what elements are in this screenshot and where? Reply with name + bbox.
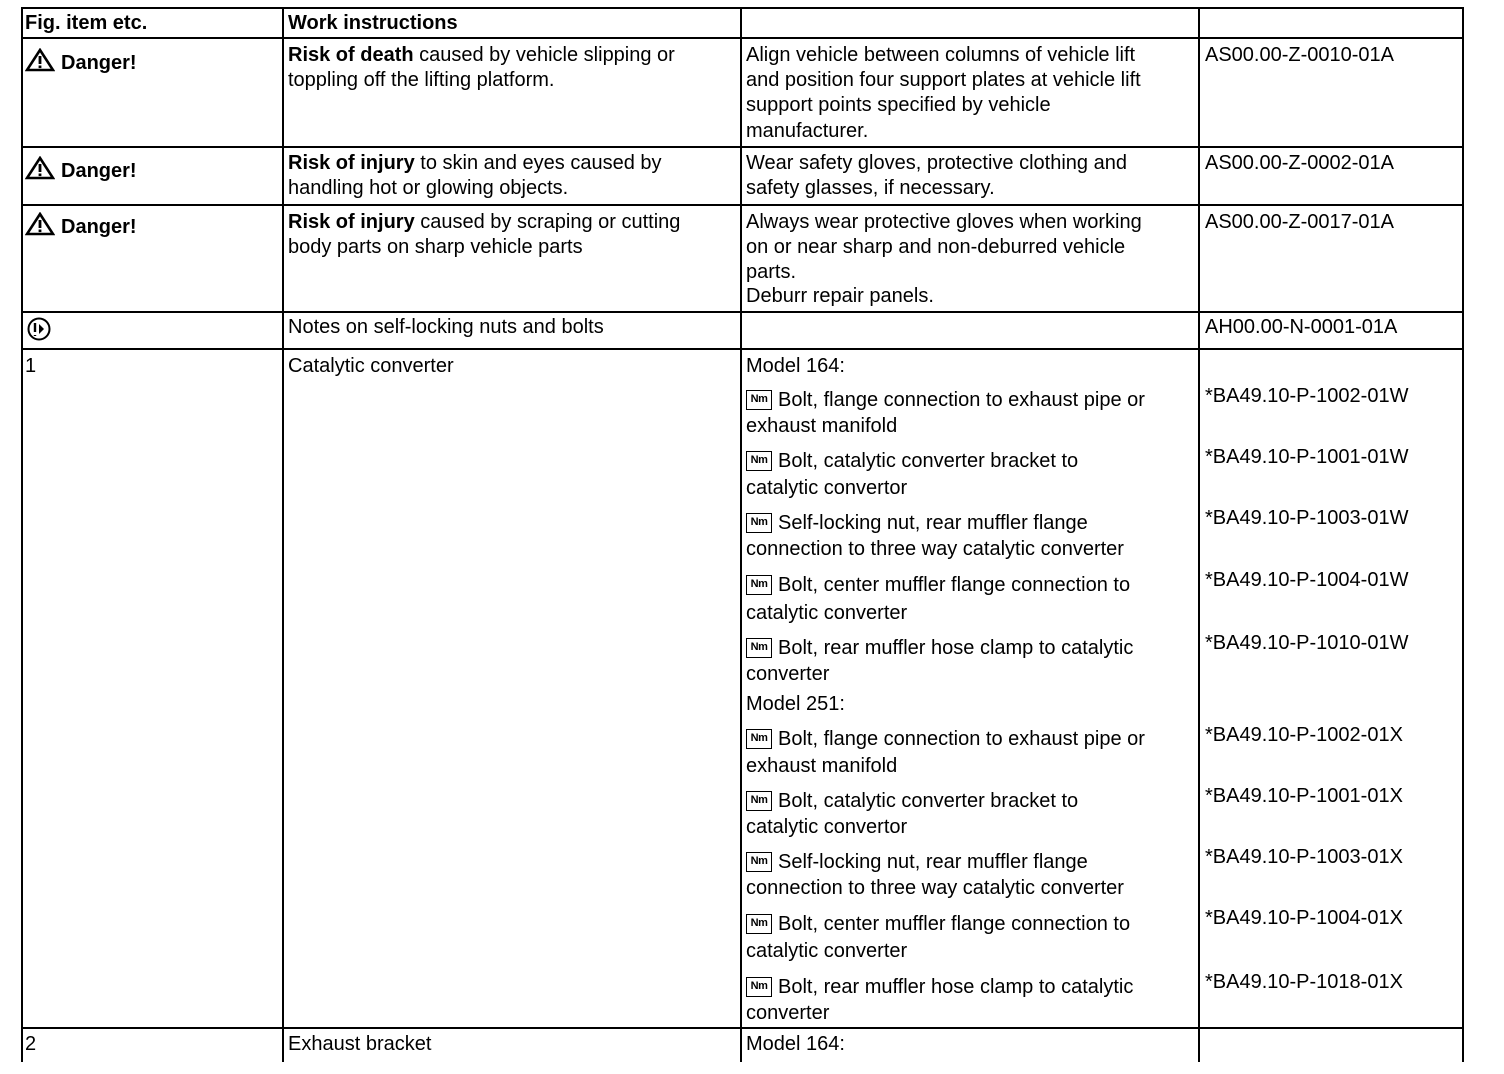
info-note-icon <box>25 317 53 341</box>
spec-text: Self-locking nut, rear muffler flange <box>778 512 1088 534</box>
document-ref-link[interactable]: AS00.00-Z-0017-01A <box>1205 211 1395 233</box>
item-number: 1 <box>25 355 37 377</box>
torque-nm-icon: Nm <box>746 914 772 934</box>
torque-nm-icon: Nm <box>746 513 772 533</box>
instruction-line: Wear safety gloves, protective clothing and <box>746 152 1127 174</box>
danger-label <box>25 156 137 184</box>
torque-spec-line <box>746 850 1088 875</box>
torque-nm-icon: Nm <box>746 791 772 811</box>
model-heading: Model 164: <box>746 355 845 377</box>
spec-text: Bolt, catalytic converter bracket to <box>778 450 1079 472</box>
spec-text: Bolt, flange connection to exhaust pipe or <box>778 389 1145 411</box>
instruction-line: manufacturer. <box>746 120 869 142</box>
row-divider <box>21 348 1464 350</box>
document-ref-link[interactable]: AH00.00-N-0001-01A <box>1205 316 1398 338</box>
torque-spec-line2: converter <box>746 1002 830 1024</box>
column-divider <box>21 7 23 1062</box>
instruction-line: Always wear protective gloves when working <box>746 211 1142 233</box>
instruction-line: and position four support plates at vehicle lift <box>746 69 1141 91</box>
torque-ref-link[interactable]: *BA49.10-P-1010-01W <box>1205 632 1409 654</box>
torque-spec-line <box>746 912 1130 937</box>
document-ref-link[interactable]: AS00.00-Z-0010-01A <box>1205 44 1395 66</box>
spec-text: Bolt, center muffler flange connection to <box>778 574 1131 596</box>
item-name: Catalytic converter <box>288 355 454 377</box>
column-divider <box>1462 7 1464 1062</box>
risk-title: Risk of injury <box>288 152 415 174</box>
instruction-line: on or near sharp and non-deburred vehicle <box>746 236 1126 258</box>
risk-description <box>288 210 680 235</box>
instruction-line: safety glasses, if necessary. <box>746 177 995 199</box>
torque-spec-line <box>746 789 1078 814</box>
risk-title: Risk of injury <box>288 211 415 233</box>
note-text: Notes on self-locking nuts and bolts <box>288 316 604 338</box>
danger-label <box>25 48 137 76</box>
torque-spec-line <box>746 511 1088 536</box>
risk-text: caused by scraping or cutting <box>414 211 681 233</box>
torque-ref-link[interactable]: *BA49.10-P-1018-01X <box>1205 971 1403 993</box>
warning-triangle-icon <box>25 48 55 72</box>
spec-text: Bolt, rear muffler hose clamp to catalytic <box>778 976 1134 998</box>
row-divider <box>21 37 1464 39</box>
spec-text: Bolt, center muffler flange connection to <box>778 913 1131 935</box>
danger-text: Danger! <box>61 160 137 182</box>
document-ref-link[interactable]: AS00.00-Z-0002-01A <box>1205 152 1395 174</box>
torque-spec-line2: exhaust manifold <box>746 415 898 437</box>
torque-nm-icon: Nm <box>746 977 772 997</box>
warning-triangle-icon <box>25 212 55 236</box>
item-number: 2 <box>25 1033 37 1055</box>
torque-ref-link[interactable]: *BA49.10-P-1004-01X <box>1205 907 1403 929</box>
header-work-instructions: Work instructions <box>288 12 458 34</box>
torque-spec-line2: catalytic converter <box>746 602 908 624</box>
torque-ref-link[interactable]: *BA49.10-P-1004-01W <box>1205 569 1409 591</box>
risk-text: caused by vehicle slipping or <box>413 44 675 66</box>
torque-ref-link[interactable]: *BA49.10-P-1001-01W <box>1205 446 1409 468</box>
risk-description-line2: body parts on sharp vehicle parts <box>288 236 583 258</box>
torque-spec-line <box>746 975 1133 1000</box>
model-heading: Model 164: <box>746 1033 845 1055</box>
danger-label <box>25 212 137 240</box>
risk-description <box>288 151 662 176</box>
torque-ref-link[interactable]: *BA49.10-P-1002-01W <box>1205 385 1409 407</box>
torque-spec-line2: connection to three way catalytic converter <box>746 538 1124 560</box>
instruction-line: parts. <box>746 261 797 283</box>
instruction-line: support points specified by vehicle <box>746 94 1051 116</box>
item-name: Exhaust bracket <box>288 1033 432 1055</box>
risk-description <box>288 43 675 68</box>
row-divider <box>21 311 1464 313</box>
spec-text: Bolt, rear muffler hose clamp to catalytic <box>778 637 1134 659</box>
header-fig-item: Fig. item etc. <box>25 12 148 34</box>
column-divider <box>282 7 284 1062</box>
spec-text: Bolt, flange connection to exhaust pipe or <box>778 728 1145 750</box>
row-divider <box>21 1027 1464 1029</box>
torque-ref-link[interactable]: *BA49.10-P-1001-01X <box>1205 785 1403 807</box>
torque-spec-line2: connection to three way catalytic converter <box>746 877 1124 899</box>
torque-nm-icon: Nm <box>746 638 772 658</box>
torque-nm-icon: Nm <box>746 451 772 471</box>
risk-description-line2: handling hot or glowing objects. <box>288 177 569 199</box>
risk-text: to skin and eyes caused by <box>414 152 662 174</box>
torque-ref-link[interactable]: *BA49.10-P-1003-01W <box>1205 507 1409 529</box>
danger-text: Danger! <box>61 52 137 74</box>
torque-spec-line <box>746 636 1133 661</box>
instruction-line: Deburr repair panels. <box>746 285 934 307</box>
torque-spec-line <box>746 573 1130 598</box>
torque-ref-link[interactable]: *BA49.10-P-1003-01X <box>1205 846 1403 868</box>
torque-spec-line <box>746 388 1145 413</box>
torque-nm-icon: Nm <box>746 852 772 872</box>
row-divider <box>21 146 1464 148</box>
column-divider <box>740 7 742 1062</box>
table-border-top <box>21 7 1464 9</box>
row-divider <box>21 204 1464 206</box>
torque-nm-icon: Nm <box>746 390 772 410</box>
torque-spec-line <box>746 727 1145 752</box>
torque-ref-link[interactable]: *BA49.10-P-1002-01X <box>1205 724 1403 746</box>
risk-title: Risk of death <box>288 44 414 66</box>
torque-spec-line2: catalytic convertor <box>746 477 908 499</box>
torque-spec-line2: converter <box>746 663 830 685</box>
torque-spec-line2: catalytic converter <box>746 940 908 962</box>
spec-text: Bolt, catalytic converter bracket to <box>778 790 1079 812</box>
torque-nm-icon: Nm <box>746 575 772 595</box>
torque-spec-line <box>746 449 1078 474</box>
warning-triangle-icon <box>25 156 55 180</box>
column-divider <box>1198 7 1200 1062</box>
torque-nm-icon: Nm <box>746 729 772 749</box>
risk-description-line2: toppling off the lifting platform. <box>288 69 555 91</box>
model-heading: Model 251: <box>746 693 845 715</box>
danger-text: Danger! <box>61 216 137 238</box>
torque-spec-line2: exhaust manifold <box>746 755 898 777</box>
spec-text: Self-locking nut, rear muffler flange <box>778 851 1088 873</box>
torque-spec-line2: catalytic convertor <box>746 816 908 838</box>
instruction-line: Align vehicle between columns of vehicle lift <box>746 44 1136 66</box>
